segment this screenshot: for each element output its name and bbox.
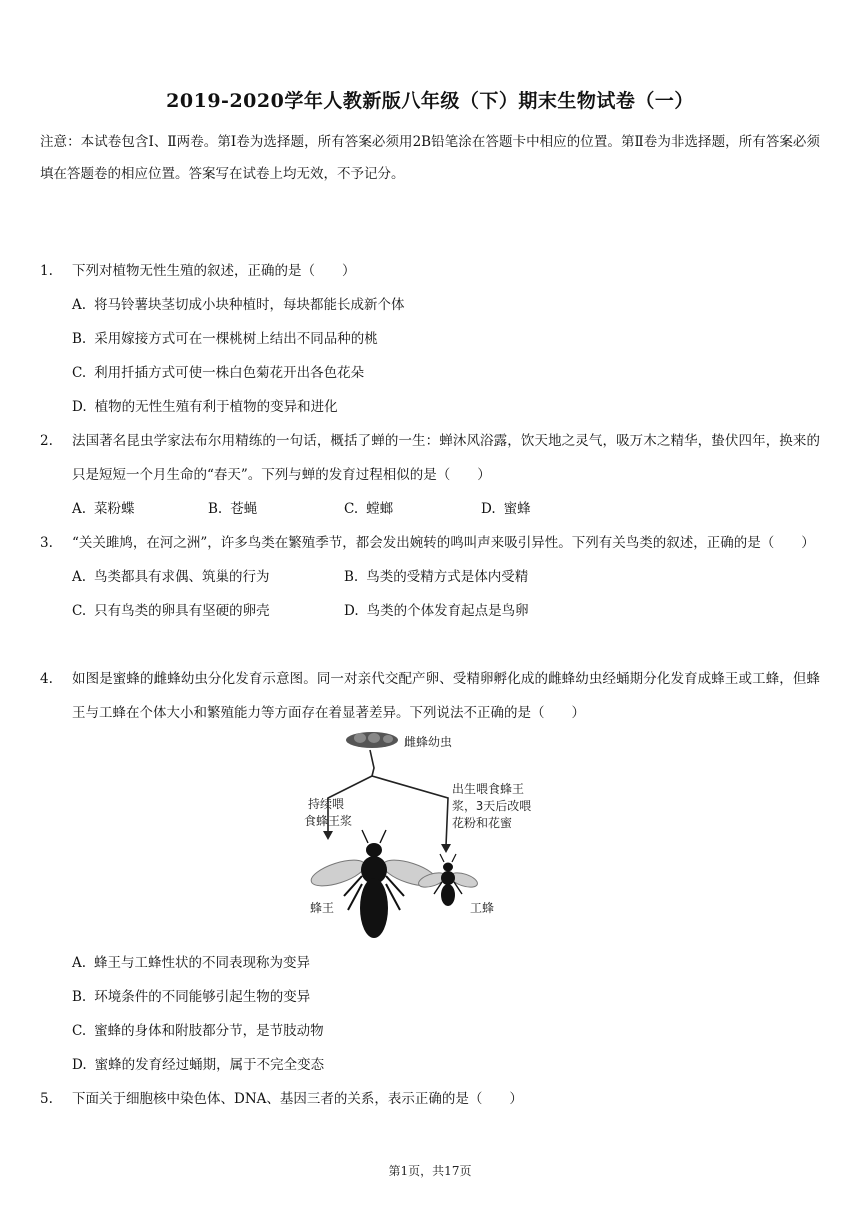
option-b: B. 采用嫁接方式可在一棵桃树上结出不同品种的桃 (72, 331, 378, 347)
option-c: C. 螳螂 (344, 501, 394, 517)
option-a: A. 菜粉蝶 (72, 501, 135, 517)
larva-label: 雌蜂幼虫 (404, 735, 453, 749)
question-stem: “关关雎鸠，在河之洲”，许多鸟类在繁殖季节，都会发出婉转的鸣叫声来吸引异性。下列有关鸟类的叙述，正确的是（ ） (72, 535, 815, 551)
question-stem: 如图是蜜蜂的雌蜂幼虫分化发育示意图。同一对亲代交配产卵、受精卵孵化成的雌蜂幼虫经蛹期分化发育成蜂王或工蜂，但蜂王与工蜂在个体大小和繁殖能力等方面存在着显著差异。下列说法不正确的是（ ） (72, 671, 820, 721)
option-row (72, 594, 820, 628)
option-b: B. 鸟类的受精方式是体内受精 (344, 569, 529, 585)
question-4-options (40, 946, 820, 1082)
page-title: 2019-2020学年人教新版八年级（下）期末生物试卷（一） (166, 90, 694, 112)
question-stem: 下面关于细胞核中染色体、DNA、基因三者的关系，表示正确的是（ ） (72, 1091, 523, 1107)
option-c: C. 利用扦插方式可使一株白色菊花开出各色花朵 (72, 365, 365, 381)
question-2 (40, 424, 820, 526)
left-branch-text: 食蜂王浆 (304, 814, 353, 828)
worker-label: 工蜂 (470, 901, 495, 915)
option-row (72, 492, 820, 526)
exam-notice: 注意：本试卷包含Ⅰ、Ⅱ两卷。第Ⅰ卷为选择题，所有答案必须用2B铅笔涂在答题卡中相应的位置。第Ⅱ卷为非选择题，所有答案必须填在答题卷的相应位置。答案写在试卷上均无效，不予记分。 (40, 134, 820, 182)
question-number: 2. (40, 433, 53, 449)
left-arrowhead (323, 831, 333, 840)
question-number: 4. (40, 671, 53, 687)
question-3 (40, 526, 820, 628)
bee-development-figure (300, 728, 560, 943)
option-d: D. 植物的无性生殖有利于植物的变异和进化 (72, 399, 338, 415)
right-arrowhead (441, 844, 451, 853)
question-number: 1. (40, 263, 53, 279)
question-stem: 法国著名昆虫学家法布尔用精练的一句话，概括了蝉的一生：蝉沐风浴露，饮天地之灵气，吸万木之精华，蛰伏四年，换来的只是短短一个月生命的“春天”。下列与蝉的发育过程相似的是（ ） (72, 433, 820, 483)
queen-label: 蜂王 (310, 901, 335, 915)
worker-bee-illustration (417, 854, 479, 906)
question-number: 5. (40, 1091, 53, 1107)
option-b: B. 苍蝇 (208, 501, 258, 517)
right-branch-text: 浆，3天后改喂 (452, 799, 532, 813)
right-branch-text: 花粉和花蜜 (452, 816, 513, 830)
question-number: 3. (40, 535, 53, 551)
option-row (72, 560, 820, 594)
question-4 (40, 662, 820, 730)
option-a: A. 鸟类都具有求偶、筑巢的行为 (72, 569, 270, 585)
question-stem: 下列对植物无性生殖的叙述，正确的是（ ） (72, 263, 356, 279)
option-c: C. 蜜蜂的身体和附肢都分节，是节肢动物 (72, 1023, 324, 1039)
option-d: D. 蜜蜂的发育经过蛹期，属于不完全变态 (72, 1057, 325, 1073)
question-5 (40, 1082, 820, 1116)
page-footer: 第1页，共17页 (388, 1164, 472, 1178)
question-1 (40, 254, 820, 424)
right-branch-text: 出生喂食蜂王 (452, 782, 525, 796)
option-b: B. 环境条件的不同能够引起生物的变异 (72, 989, 311, 1005)
option-a: A. 蜂王与工蜂性状的不同表现称为变异 (72, 955, 311, 971)
option-d: D. 蜜蜂 (481, 501, 531, 517)
option-c: C. 只有鸟类的卵具有坚硬的卵壳 (72, 603, 270, 619)
option-a: A. 将马铃薯块茎切成小块种植时，每块都能长成新个体 (72, 297, 405, 313)
option-d: D. 鸟类的个体发育起点是鸟卵 (344, 603, 529, 619)
left-branch-text: 持续喂 (308, 797, 345, 811)
larva-illustration (346, 732, 398, 748)
branch-arrows (328, 750, 448, 846)
